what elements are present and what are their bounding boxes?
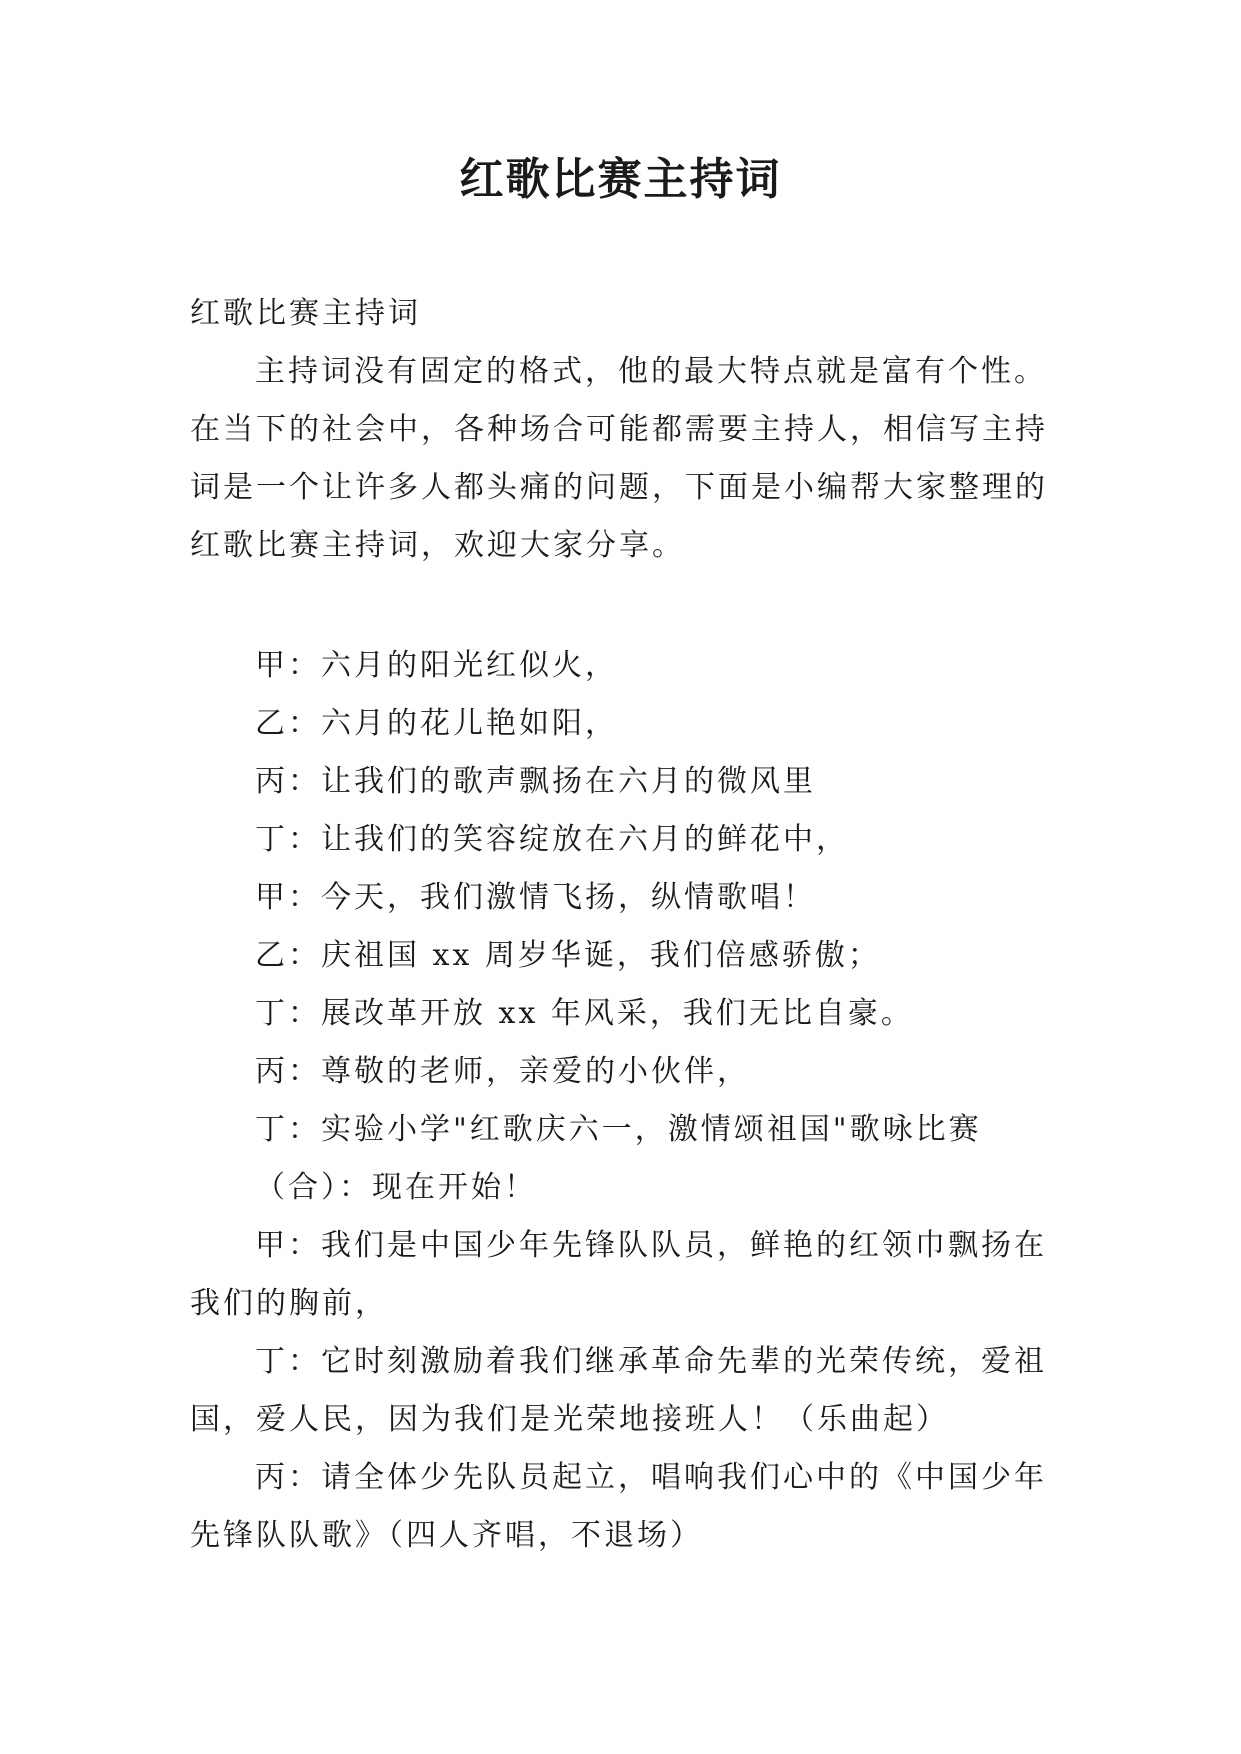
dialogue-line: 丙：让我们的歌声飘扬在六月的微风里: [255, 764, 816, 799]
dialogue-line: 乙：庆祖国 xx 周岁华诞，我们倍感骄傲；: [255, 938, 881, 973]
dialogue-line: 丁：它时刻激励着我们继承革命先辈的光荣传统，爱祖国，爱人民，因为我们是光荣地接班人！（乐曲起）: [190, 1344, 1047, 1437]
dialogue-line: 甲：今天，我们激情飞扬，纵情歌唱！: [255, 880, 816, 915]
dialogue-line: 丙：尊敬的老师，亲爱的小伙伴，: [255, 1054, 750, 1089]
document-title: 红歌比赛主持词: [459, 154, 782, 205]
dialogue-line: 丁：让我们的笑容绽放在六月的鲜花中，: [255, 822, 849, 857]
dialogue-section: [190, 637, 1070, 1565]
section-heading: 红歌比赛主持词: [190, 296, 421, 331]
intro-paragraph: 主持词没有固定的格式，他的最大特点就是富有个性。在当下的社会中，各种场合可能都需要主持人，相信写主持词是一个让许多人都头痛的问题，下面是小编帮大家整理的红歌比赛主持词，欢迎大家分享。: [190, 354, 1048, 563]
dialogue-line: 丁：实验小学"红歌庆六一，激情颂祖国"歌咏比赛: [255, 1112, 982, 1147]
dialogue-line: 甲：六月的阳光红似火，: [255, 648, 618, 683]
dialogue-line: （合）：现在开始！: [255, 1170, 537, 1205]
dialogue-line: 丙：请全体少先队员起立，唱响我们心中的《中国少年先锋队队歌》（四人齐唱，不退场）: [190, 1460, 1047, 1553]
dialogue-line: 乙：六月的花儿艳如阳，: [255, 706, 618, 741]
dialogue-line: 丁：展改革开放 xx 年风采，我们无比自豪。: [255, 996, 914, 1031]
dialogue-line: 甲：我们是中国少年先锋队队员，鲜艳的红领巾飘扬在我们的胸前，: [190, 1228, 1047, 1321]
document-body: [190, 285, 1070, 575]
